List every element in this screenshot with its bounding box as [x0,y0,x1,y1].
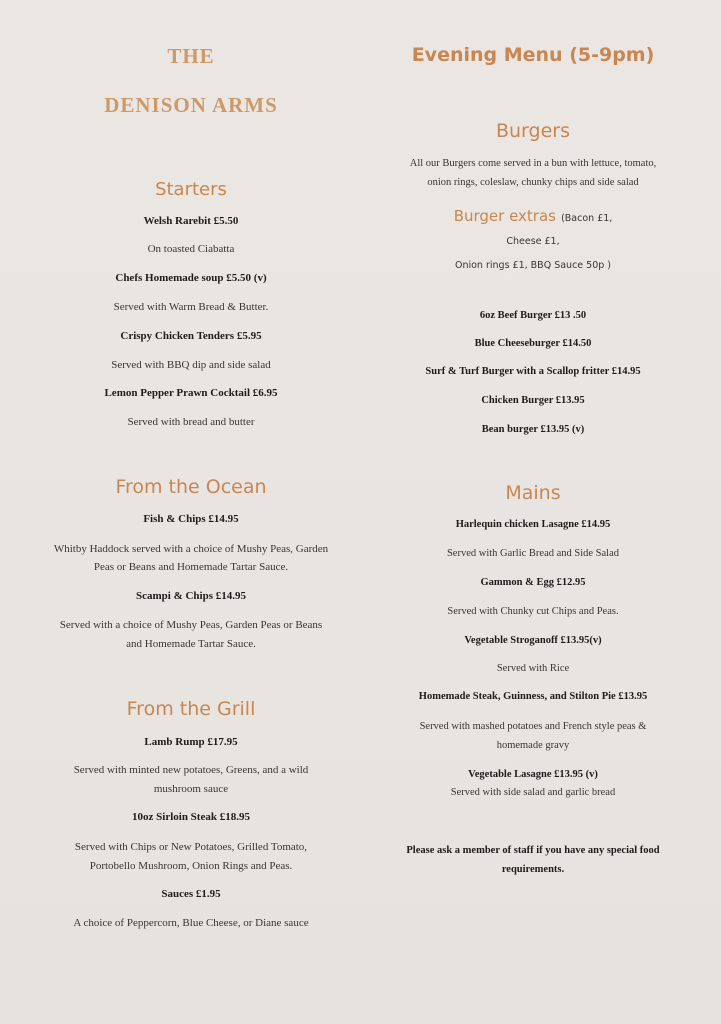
main-item-name: Vegetable Lasagne £13.95 (v) [468,769,598,780]
starter-name: Welsh Rarebit £5.50 [143,215,239,227]
ocean-item-desc: Served with a choice of Mushy Peas, Garden Peas or Beans [59,619,323,631]
restaurant-name-line2: DENISON ARMS [104,93,278,117]
ocean-item-desc: Whitby Haddock served with a choice of Mushy Peas, Garden [53,543,329,555]
main-item-name: Vegetable Stroganoff £13.95(v) [464,635,602,646]
main-item-desc: Served with side salad and garlic bread [450,787,616,798]
grill-item-name: Sauces £1.95 [161,888,221,900]
burgers-intro: All our Burgers come served in a bun with lettuce, tomato, [409,158,657,169]
starter-name: Lemon Pepper Prawn Cocktail £6.95 [104,387,278,399]
mains-title: Mains [505,482,561,504]
burger-extras [368,206,698,225]
ocean-title: From the Ocean [115,476,267,498]
burger-extras-line: Onion rings £1, BBQ Sauce 50p ) [454,260,612,271]
ocean-item-desc: Peas or Beans and Homemade Tartar Sauce. [93,561,289,573]
grill-item-desc: Portobello Mushroom, Onion Rings and Peas. [89,860,293,872]
restaurant-name-line1: THE [167,44,215,68]
starter-desc: Served with Warm Bread & Butter. [113,301,269,313]
burger-item: 6oz Beef Burger £13 .50 [479,310,587,321]
main-item-desc: Served with Rice [496,663,570,674]
main-item-name: Gammon & Egg £12.95 [480,577,586,588]
burger-item: Bean burger £13.95 (v) [481,424,585,435]
ocean-item-name: Fish & Chips £14.95 [143,513,239,525]
starter-desc: Served with bread and butter [127,416,255,428]
footer-note: requirements. [501,864,565,875]
menu-title: Evening Menu (5-9pm) [411,44,655,66]
starter-name: Crispy Chicken Tenders £5.95 [120,330,262,342]
footer-note: Please ask a member of staff if you have any special food [406,845,660,856]
burger-item: Chicken Burger £13.95 [481,395,585,406]
starters-title: Starters [155,179,227,200]
ocean-item-desc: and Homemade Tartar Sauce. [126,638,256,650]
burger-item: Blue Cheeseburger £14.50 [474,338,592,349]
ocean-item-name: Scampi & Chips £14.95 [135,590,247,602]
main-item-desc: homemade gravy [496,740,570,751]
starter-desc: On toasted Ciabatta [147,243,235,255]
burger-item: Surf & Turf Burger with a Scallop fritter £14.95 [425,366,641,377]
grill-title: From the Grill [126,698,256,720]
burgers-title: Burgers [495,120,570,142]
grill-item-desc: mushroom sauce [153,783,229,795]
grill-item-desc: Served with Chips or New Potatoes, Grilled Tomato, [74,841,308,853]
main-item-name: Harlequin chicken Lasagne £14.95 [455,519,611,530]
main-item-desc: Served with Garlic Bread and Side Salad [446,548,620,559]
grill-item-name: 10oz Sirloin Steak £18.95 [132,811,250,823]
grill-item-desc: A choice of Peppercorn, Blue Cheese, or Diane sauce [73,917,309,929]
burger-extras-line: Cheese £1, [506,236,560,247]
main-item-name: Homemade Steak, Guinness, and Stilton Pie £13.95 [418,691,648,702]
burger-extras-title: Burger extras [453,207,556,225]
burger-extras-line: (Bacon £1, [561,213,613,224]
grill-item-desc: Served with minted new potatoes, Greens, and a wild [73,764,309,776]
starter-desc: Served with BBQ dip and side salad [111,359,271,371]
starter-name: Chefs Homemade soup £5.50 (v) [115,272,267,284]
main-item-desc: Served with mashed potatoes and French style peas & [419,721,647,732]
burgers-intro: onion rings, coleslaw, chunky chips and side salad [427,177,639,188]
main-item-desc: Served with Chunky cut Chips and Peas. [447,606,619,617]
grill-item-name: Lamb Rump £17.95 [144,736,238,748]
